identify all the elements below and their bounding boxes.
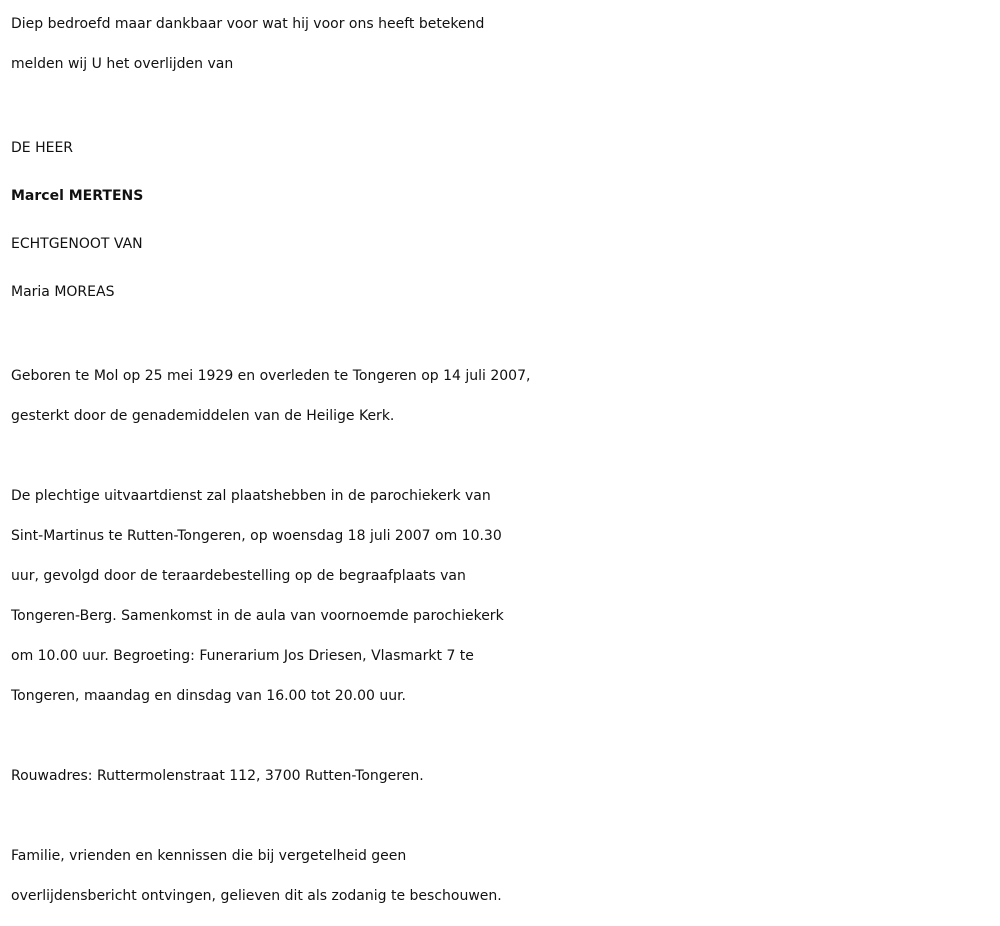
funeral-line: om 10.00 uur. Begroeting: Funerarium Jos Driesen, Vlasmarkt 7 te: [11, 648, 474, 664]
deceased-block: [11, 124, 993, 316]
closing-paragraph: [11, 836, 993, 916]
mourning-address: Rouwadres: Ruttermolenstraat 112, 3700 Rutten-Tongeren.: [11, 768, 424, 784]
deceased-name: Marcel MERTENS: [11, 188, 144, 204]
funeral-paragraph: [11, 476, 993, 716]
funeral-line: Tongeren-Berg. Samenkomst in de aula van voornoemde parochiekerk: [11, 608, 504, 624]
funeral-line: uur, gevolgd door de teraardebestelling op de begraafplaats van: [11, 568, 466, 584]
funeral-line: Sint-Martinus te Rutten-Tongeren, op woensdag 18 juli 2007 om 10.30: [11, 528, 502, 544]
closing-line: overlijdensbericht ontvingen, gelieven dit als zodanig te beschouwen.: [11, 888, 502, 904]
paragraph-spacer: [11, 716, 993, 756]
spouse-name: Maria MOREAS: [11, 284, 115, 300]
address-paragraph: [11, 756, 993, 796]
paragraph-spacer: [11, 316, 993, 356]
funeral-line: De plechtige uitvaartdienst zal plaatshebben in de parochiekerk van: [11, 488, 491, 504]
intro-line: Diep bedroefd maar dankbaar voor wat hij voor ons heeft betekend: [11, 16, 485, 32]
paragraph-spacer: [11, 84, 993, 124]
funeral-line: Tongeren, maandag en dinsdag van 16.00 tot 20.00 uur.: [11, 688, 407, 704]
birth-death-line: Geboren te Mol op 25 mei 1929 en overleden te Tongeren op 14 juli 2007,: [11, 368, 531, 384]
intro-line: melden wij U het overlijden van: [11, 56, 234, 72]
intro-paragraph: [11, 4, 993, 84]
birth-death-paragraph: [11, 356, 993, 436]
death-notice: [11, 4, 993, 916]
honorific-title: DE HEER: [11, 140, 74, 156]
paragraph-spacer: [11, 436, 993, 476]
birth-death-line: gesterkt door de genademiddelen van de Heilige Kerk.: [11, 408, 395, 424]
closing-line: Familie, vrienden en kennissen die bij vergetelheid geen: [11, 848, 407, 864]
relation-label: ECHTGENOOT VAN: [11, 236, 143, 252]
paragraph-spacer: [11, 796, 993, 836]
